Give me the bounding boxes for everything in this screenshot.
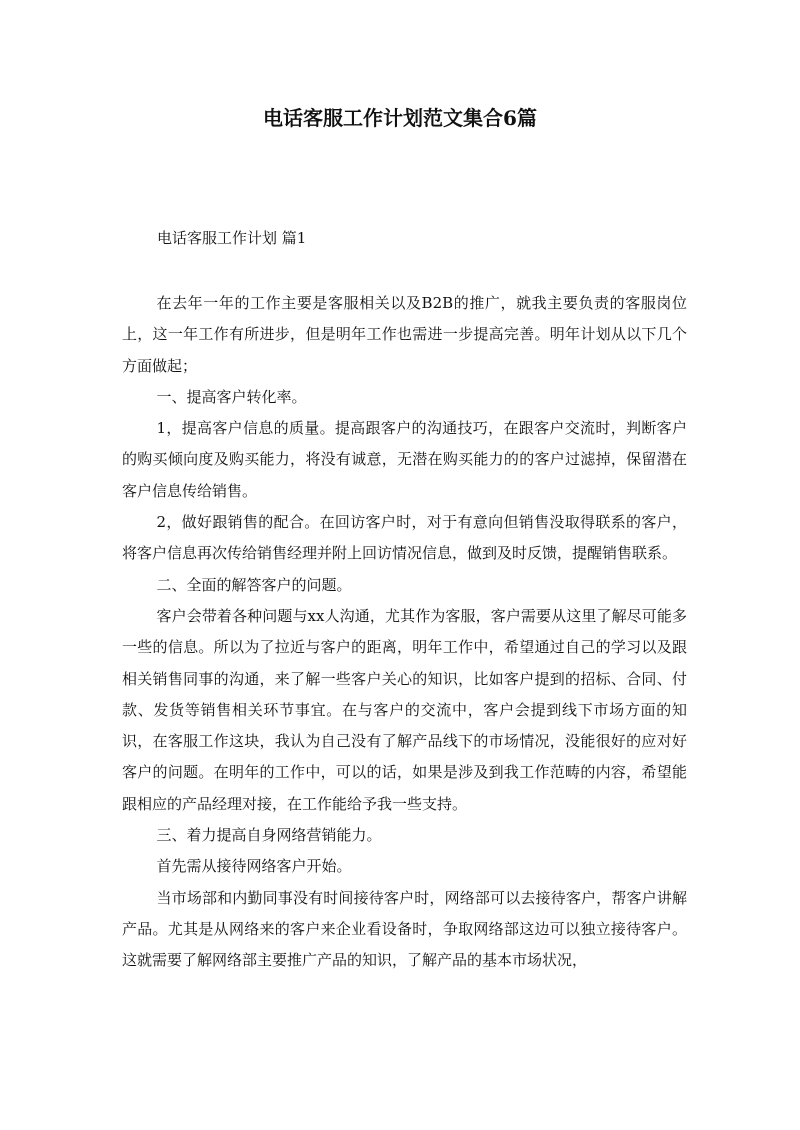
paragraph-item-2: 2，做好跟销售的配合。在回访客户时，对于有意向但销售没取得联系的客户，将客户信息再次传给销售经理并附上回访情况信息，做到及时反馈，提醒销售联系。 bbox=[122, 513, 687, 563]
paragraph-heading-1: 一、提高客户转化率。 bbox=[156, 387, 307, 406]
paragraph-intro: 在去年一年的工作主要是客服相关以及B2B的推广，就我主要负责的客服岗位上，这一年工作有所进步，但是明年工作也需进一步提高完善。明年计划从以下几个方面做起； bbox=[122, 294, 687, 375]
document-title: 电话客服工作计划范文集合6篇 bbox=[263, 106, 537, 130]
section-heading: 电话客服工作计划 篇1 bbox=[157, 229, 307, 247]
paragraph-reception: 当市场部和内勤同事没有时间接待客户时，网络部可以去接待客户，帮客户讲解产品。尤其是从网络来的客户来企业看设备时，争取网络部这边可以独立接待客户。这就需要了解网络部主要推广产品的知识，了解产品的基本市场状况， bbox=[122, 888, 687, 970]
document-body bbox=[122, 288, 687, 977]
paragraph-heading-2: 二、全面的解答客户的问题。 bbox=[156, 575, 352, 594]
paragraph-heading-3: 三、着力提高自身网络营销能力。 bbox=[156, 826, 382, 845]
paragraph-start: 首先需从接待网络客户开始。 bbox=[156, 857, 352, 876]
paragraph-item-1: 1，提高客户信息的质量。提高跟客户的沟通技巧，在跟客户交流时，判断客户的购买倾向度及购买能力，将没有诚意，无潜在购买能力的的客户过滤掉，保留潜在客户信息传给销售。 bbox=[122, 419, 687, 500]
paragraph-answer-questions: 客户会带着各种问题与xx人沟通，尤其作为客服，客户需要从这里了解尽可能多一些的信息。所以为了拉近与客户的距离，明年工作中，希望通过自己的学习以及跟相关销售同事的沟通，来了解一些客户关心的知识，比如客户提到的招标、合同、付款、发货等销售相关环节事宜。在与客户的交流中，客户会提到线下市场方面的知识，在客服工作这块，我认为自己没有了解产品线下的市场情况，没能很好的应对好客户的问题。在明年的工作中，可以的话，如果是涉及到我工作范畴的内容，希望能跟相应的产品经理对接，在工作能给予我一些支持。 bbox=[122, 606, 687, 813]
